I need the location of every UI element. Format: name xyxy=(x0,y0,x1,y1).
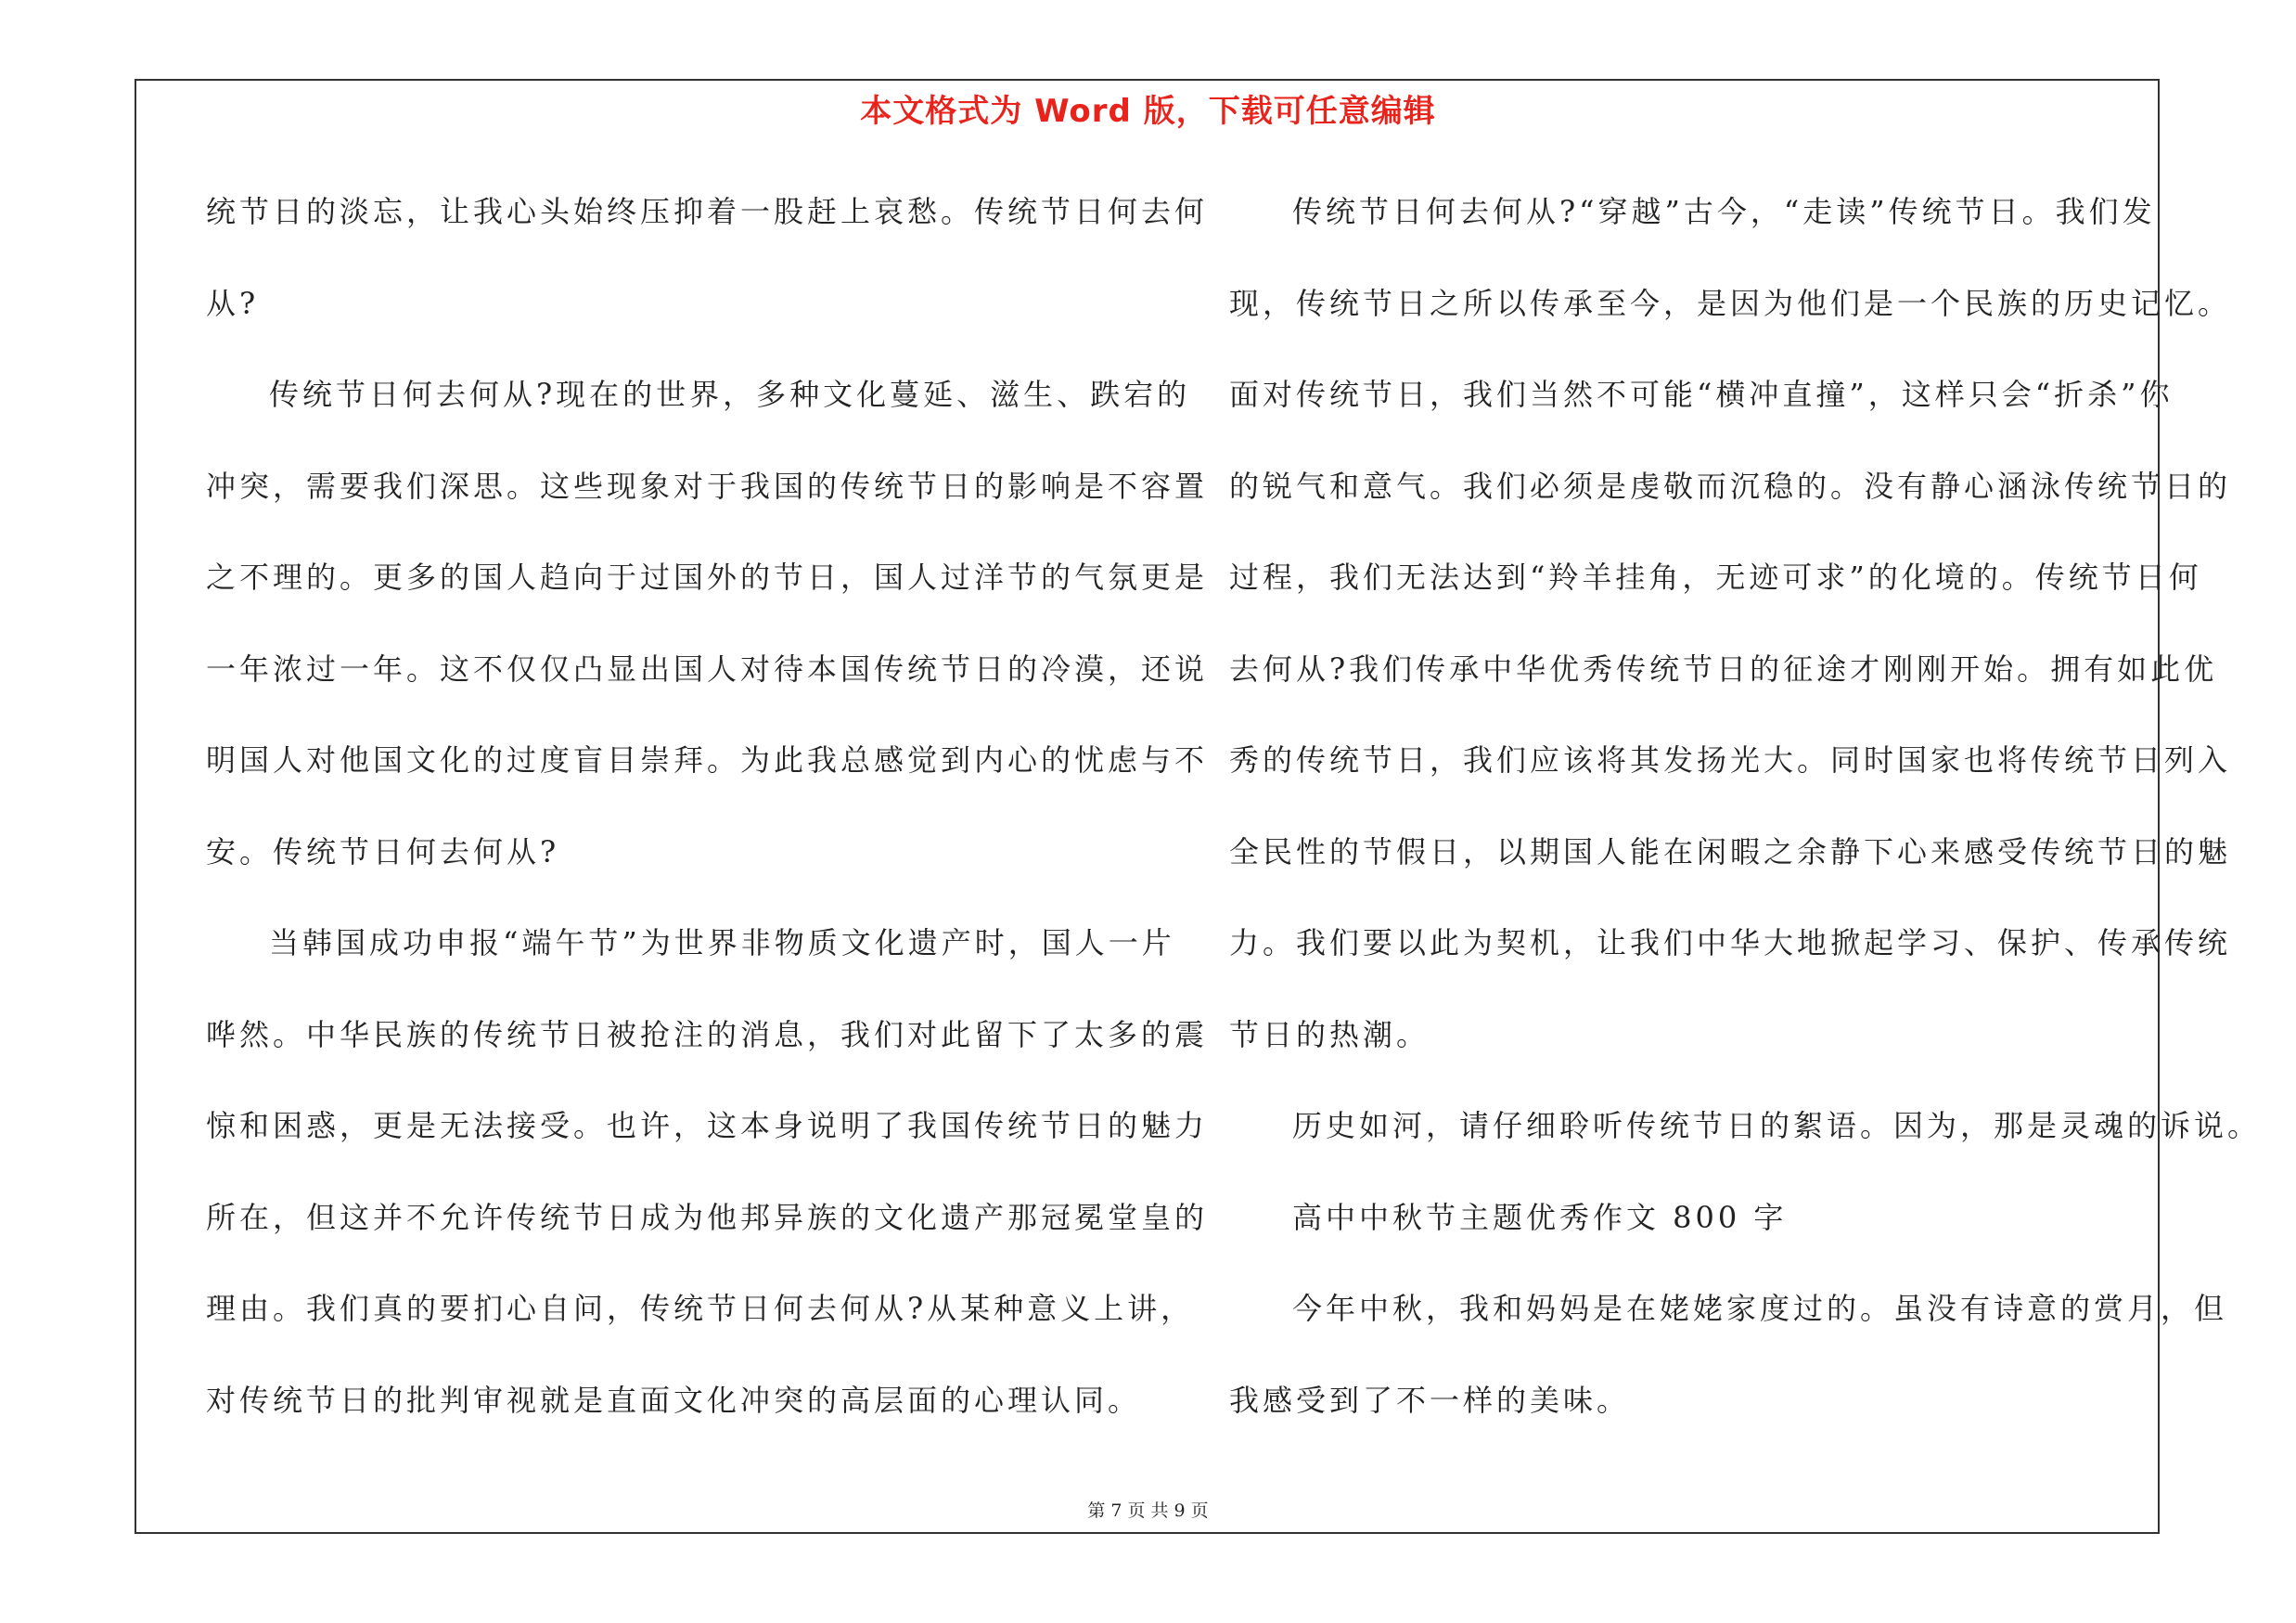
text-line: 面对传统节日，我们当然不可能“横冲直撞”，这样只会“折杀”你 xyxy=(1229,377,2174,412)
text-line: 节日的热潮。 xyxy=(1229,1016,1430,1052)
text-line: 统节日的淡忘，让我心头始终压抑着一股赶上哀愁。传统节日何去何 xyxy=(206,194,1209,229)
text-line: 惊和困惑，更是无法接受。也许，这本身说明了我国传统节日的魅力 xyxy=(206,1108,1209,1143)
text-line: 秀的传统节日，我们应该将其发扬光大。同时国家也将传统节日列入 xyxy=(1229,742,2232,778)
text-line: 过程，我们无法达到“羚羊挂角，无迹可求”的化境的。传统节日何 xyxy=(1229,560,2202,595)
text-line: 从? xyxy=(206,285,260,321)
text-line: 我感受到了不一样的美味。 xyxy=(1229,1382,1631,1418)
paragraph-start-line: 今年中秋，我和妈妈是在姥姥家度过的。虽没有诗意的赏月，但 xyxy=(1292,1291,2228,1326)
text-line: 哗然。中华民族的传统节日被抢注的消息，我们对此留下了太多的震 xyxy=(206,1016,1209,1052)
text-line: 理由。我们真的要扪心自问，传统节日何去何从?从某种意义上讲， xyxy=(206,1291,1195,1326)
text-line: 去何从?我们传承中华优秀传统节日的征途才刚刚开始。拥有如此优 xyxy=(1229,650,2218,687)
essay-title-line: 高中中秋节主题优秀作文 800 字 xyxy=(1292,1199,1788,1235)
text-line: 一年浓过一年。这不仅仅凸显出国人对待本国传统节日的冷漠，还说 xyxy=(206,650,1209,687)
footer-suffix: 页 xyxy=(1190,1501,1209,1521)
text-line: 对传统节日的批判审视就是直面文化冲突的高层面的心理认同。 xyxy=(206,1382,1142,1418)
total-page-number: 9 xyxy=(1174,1501,1186,1521)
paragraph-start-line: 传统节日何去何从?“穿越”古今，“走读”传统节日。我们发 xyxy=(1292,194,2156,229)
left-column xyxy=(206,184,1209,1463)
text-line: 冲突，需要我们深思。这些现象对于我国的传统节日的影响是不容置 xyxy=(206,468,1209,504)
current-page-number: 7 xyxy=(1110,1501,1122,1521)
text-line: 之不理的。更多的国人趋向于过国外的节日，国人过洋节的气氛更是 xyxy=(206,560,1209,595)
paragraph-start-line: 传统节日何去何从?现在的世界，多种文化蔓延、滋生、跌宕的 xyxy=(269,377,1191,412)
footer-prefix: 第 xyxy=(1087,1501,1106,1521)
paragraph-start-line: 历史如河，请仔细聆听传统节日的絮语。因为，那是灵魂的诉说。 xyxy=(1292,1108,2262,1143)
text-line: 全民性的节假日，以期国人能在闲暇之余静下心来感受传统节日的魅 xyxy=(1229,833,2232,869)
paragraph-start-line: 当韩国成功申报“端午节”为世界非物质文化遗产时，国人一片 xyxy=(269,925,1175,960)
text-line: 现，传统节日之所以传承至今，是因为他们是一个民族的历史记忆。 xyxy=(1229,285,2232,321)
page-number-footer xyxy=(0,1497,2296,1522)
document-header: 本文格式为 Word 版，下载可任意编辑 xyxy=(860,93,1436,130)
text-line: 安。传统节日何去何从? xyxy=(206,833,560,869)
text-line: 所在，但这并不允许传统节日成为他邦异族的文化遗产那冠冕堂皇的 xyxy=(206,1199,1209,1235)
footer-mid: 页 共 xyxy=(1127,1501,1169,1521)
text-line: 力。我们要以此为契机，让我们中华大地掀起学习、保护、传承传统 xyxy=(1229,925,2232,960)
right-column xyxy=(1229,184,2262,1463)
text-line: 的锐气和意气。我们必须是虔敬而沉稳的。没有静心涵泳传统节日的 xyxy=(1229,468,2232,504)
text-line: 明国人对他国文化的过度盲目崇拜。为此我总感觉到内心的忧虑与不 xyxy=(206,742,1209,778)
